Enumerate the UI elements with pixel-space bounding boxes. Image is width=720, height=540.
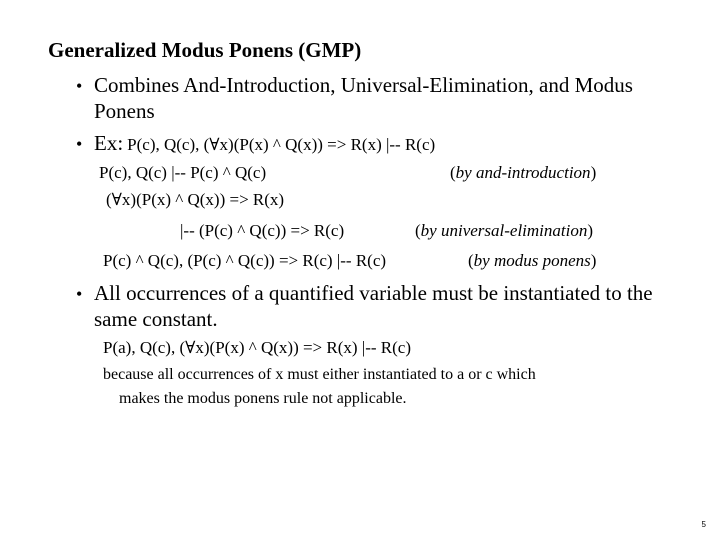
bullet-2-example — [94, 131, 435, 156]
proof-step-1-reason: (by and-introduction) — [450, 163, 597, 182]
proof-step-3-reason: (by modus ponens) — [468, 251, 597, 270]
slide-title: Generalized Modus Ponens (GMP) — [48, 38, 362, 62]
bullet-3-line-1: All occurrences of a quantified variable must be instantiated to the — [94, 281, 653, 305]
bullet-1-line-2: Ponens — [94, 99, 155, 123]
counter-example: P(a), Q(c), (∀x)(P(x) ^ Q(x)) => R(x) |-- R(c) — [103, 338, 411, 357]
proof-step-2-premise: (∀x)(P(x) ^ Q(x)) => R(x) — [106, 190, 285, 209]
note-line-1: because all occurrences of x must either instantiated to a or c which — [103, 366, 536, 383]
proof-step-2-reason: (by universal-elimination) — [415, 221, 594, 240]
proof-step-2: |-- (P(c) ^ Q(c)) => R(c) — [180, 221, 345, 240]
proof-step-1: P(c), Q(c) |-- P(c) ^ Q(c) — [99, 163, 267, 182]
note-line-2: makes the modus ponens rule not applicable. — [119, 390, 407, 407]
example-expression: P(c), Q(c), (∀x)(P(x) ^ Q(x)) => R(x) |-- R(c) — [127, 135, 436, 154]
bullet-marker-3: • — [76, 284, 83, 304]
bullet-marker-2: • — [76, 134, 83, 154]
bullet-1-line-1: Combines And-Introduction, Universal-Elimination, and Modus — [94, 73, 633, 97]
proof-step-3: P(c) ^ Q(c), (P(c) ^ Q(c)) => R(c) |-- R(c) — [103, 251, 387, 270]
bullet-3-line-2: same constant. — [94, 307, 218, 331]
page-number: 5 — [701, 520, 706, 529]
bullet-marker-1: • — [76, 76, 83, 96]
example-label: Ex: — [94, 131, 124, 155]
